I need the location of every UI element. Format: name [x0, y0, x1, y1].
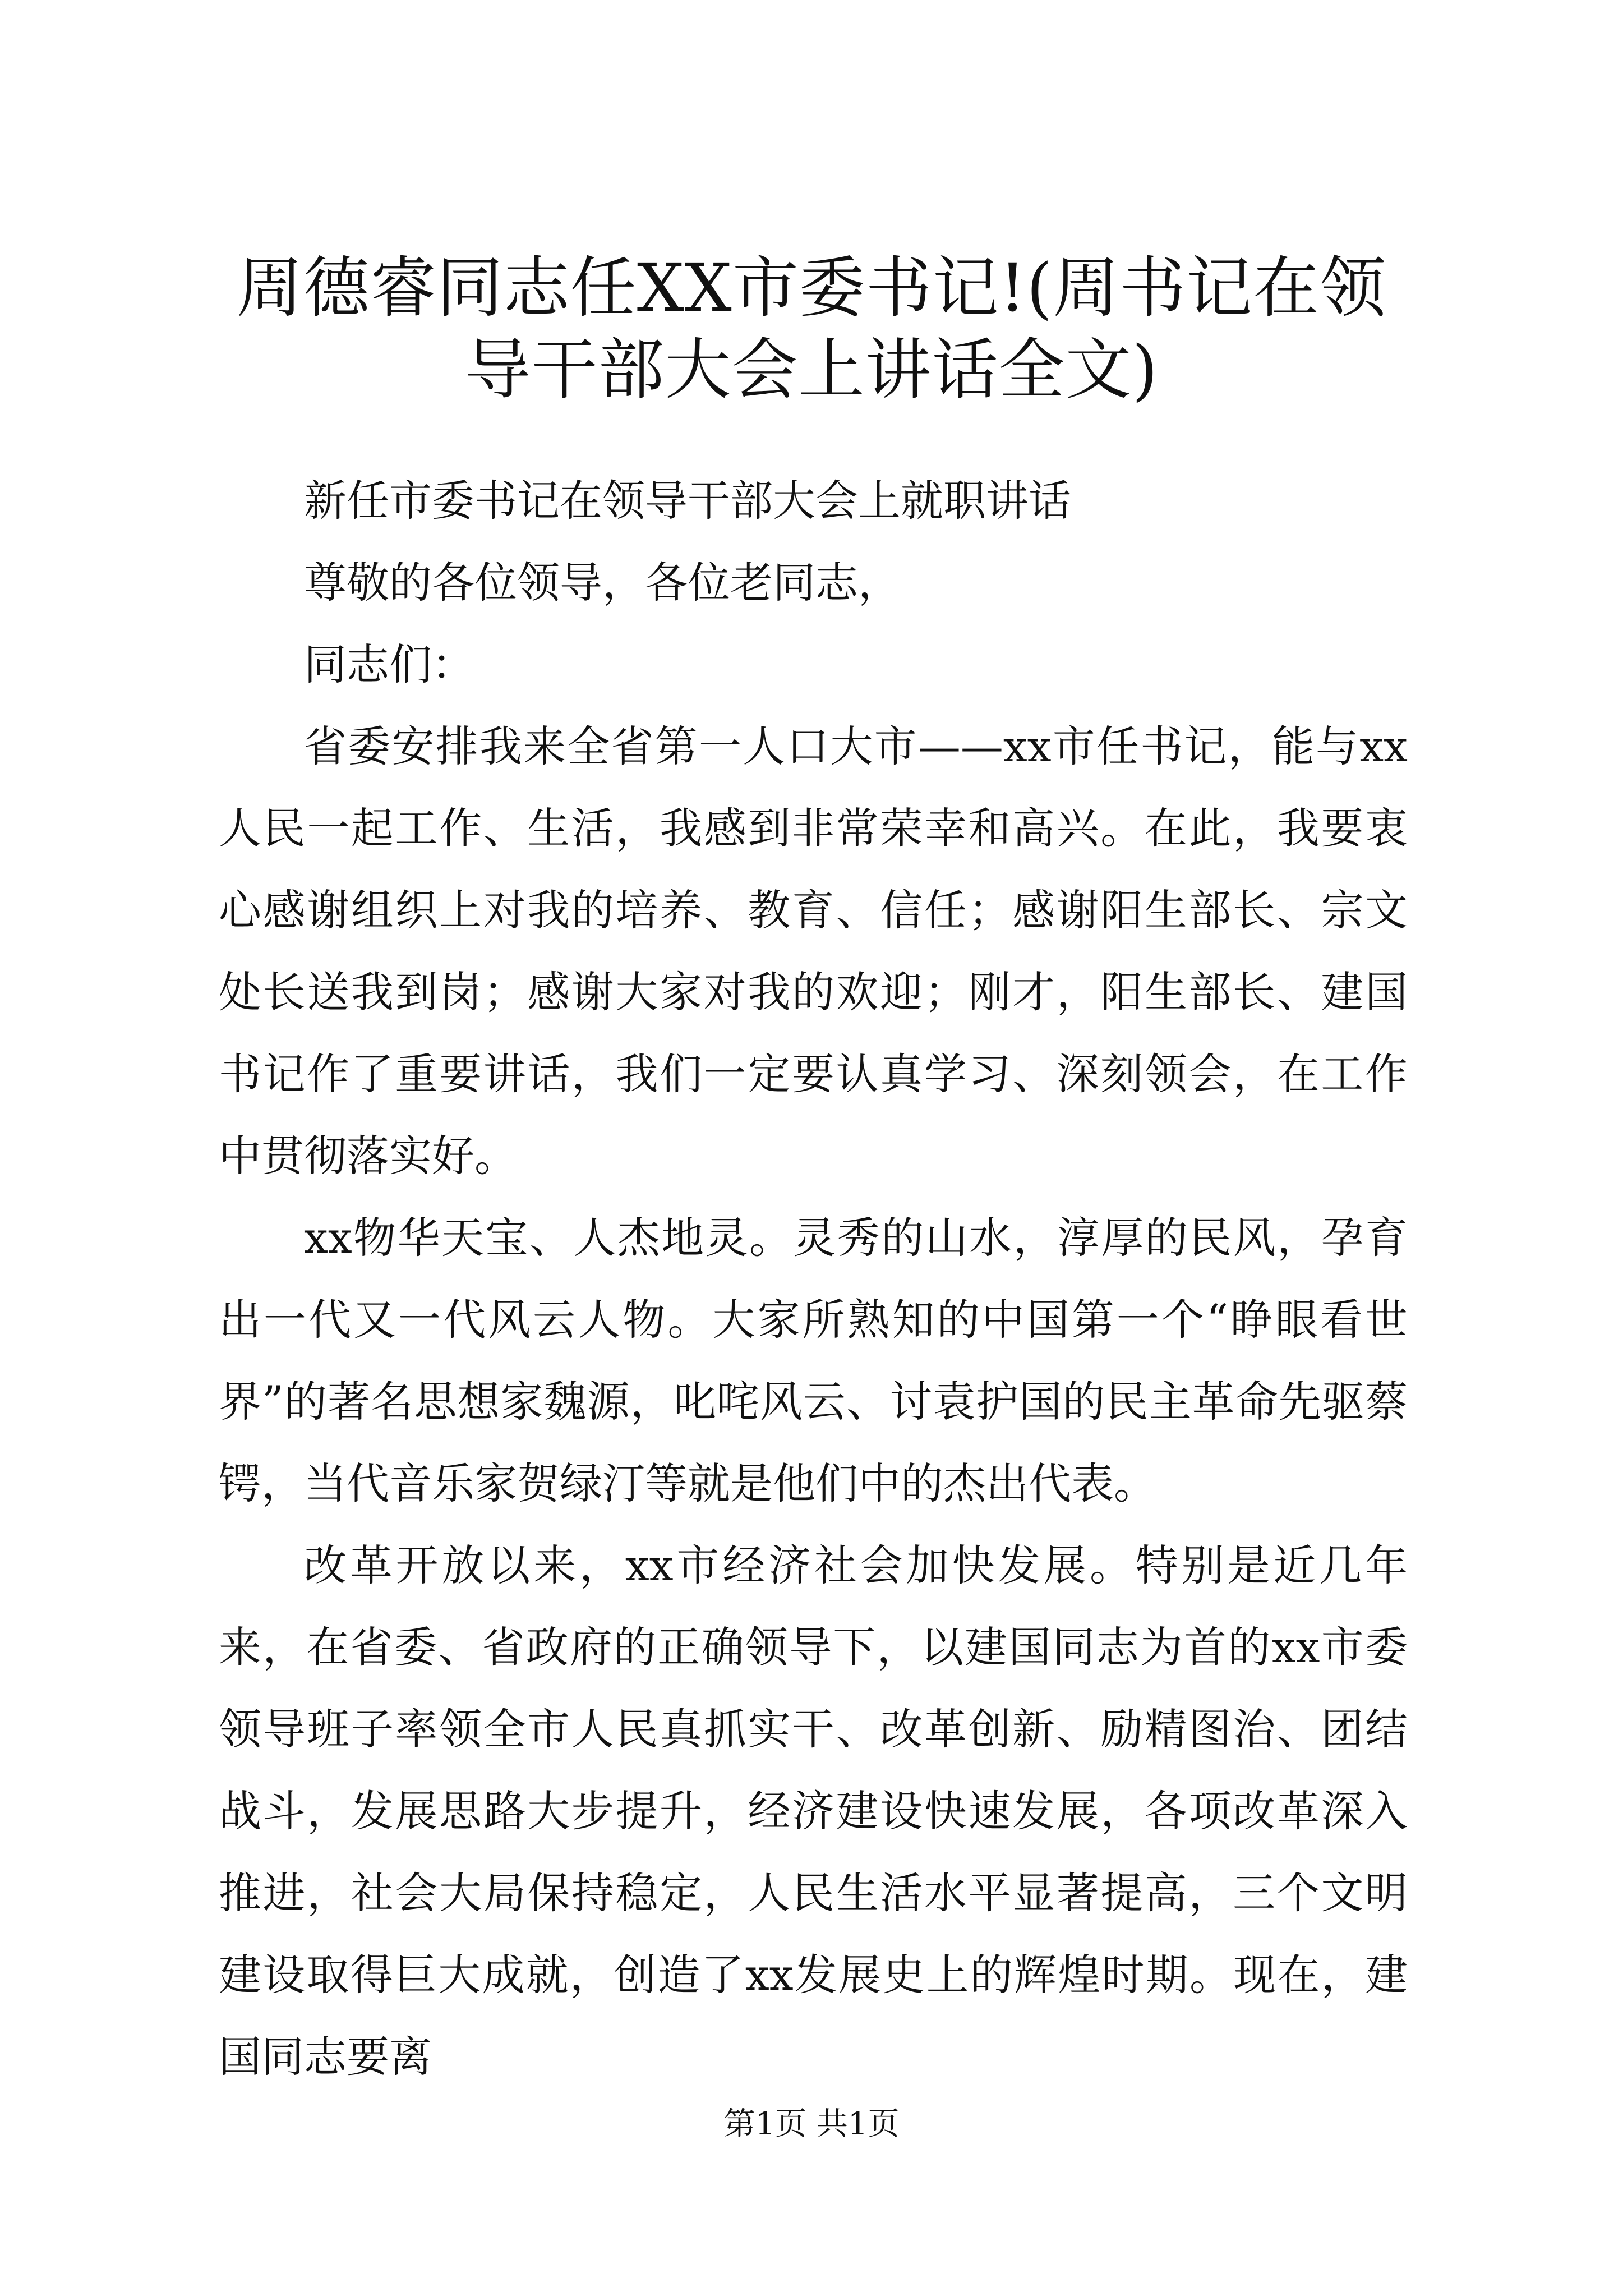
paragraph-body: 省委安排我来全省第一人口大市——xx市任书记，能与xx人民一起工作、生活，我感到非常荣幸和高兴。在此，我要衷心感谢组织上对我的培养、教育、信任；感谢阳生部长、宗文处长送我到岗；感谢大家对我的欢迎；刚才，阳生部长、建国书记作了重要讲话，我们一定要认真学习、深刻领会，在工作中贯彻落实好。 [219, 721, 1408, 1181]
document-title: 周德睿同志任XX市委书记!(周书记在领导干部大会上讲话全文) [236, 249, 1387, 408]
document-body [219, 460, 1408, 2098]
paragraph-salutation: 尊敬的各位领导，各位老同志， [304, 558, 901, 608]
paragraph-body: 改革开放以来，xx市经济社会加快发展。特别是近几年来，在省委、省政府的正确领导下，以建国同志为首的xx市委领导班子率领全市人民真抓实干、改革创新、励精图治、团结战斗，发展思路大步提升，经济建设快速发展，各项改革深入推进，社会大局保持稳定，人民生活水平显著提高，三个文明建设取得巨大成就，创造了xx发展史上的辉煌时期。现在，建国同志要离 [219, 1540, 1408, 2082]
paragraph-greeting: 同志们： [304, 639, 474, 689]
page-footer: 第1页 共1页 [723, 2106, 900, 2142]
paragraph-body: xx物华天宝、人杰地灵。灵秀的山水，淳厚的民风，孕育出一代又一代风云人物。大家所熟知的中国第一个“睁眼看世界”的著名思想家魏源，叱咤风云、讨袁护国的民主革命先驱蔡锷，当代音乐家贺绿汀等就是他们中的杰出代表。 [219, 1213, 1408, 1508]
paragraph-subtitle: 新任市委书记在领导干部大会上就职讲话 [304, 476, 1071, 526]
